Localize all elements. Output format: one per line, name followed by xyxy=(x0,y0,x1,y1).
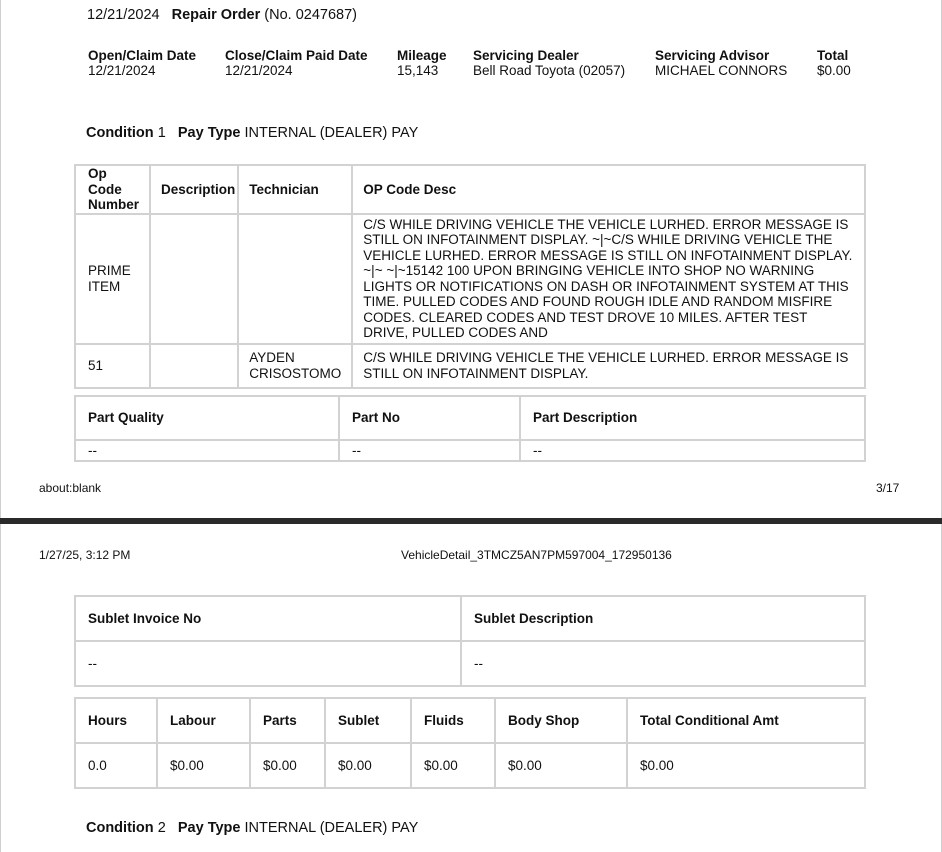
table-row xyxy=(75,214,865,344)
total-conditional-amt-header: Total Conditional Amt xyxy=(627,698,865,743)
sublet-description-cell: -- xyxy=(461,641,865,686)
print-footer-page: 3/17 xyxy=(876,481,900,495)
info-label: Mileage xyxy=(397,48,447,63)
info-label: Servicing Dealer xyxy=(473,48,579,63)
part-description-header: Part Description xyxy=(520,396,865,440)
op-code-desc-cell: C/S WHILE DRIVING VEHICLE THE VEHICLE LURHED. ERROR MESSAGE IS STILL ON INFOTAINMENT DISPLAY. ~|~C/S WHILE DRIVING VEHICLE THE VEHICLE LURHED. ERROR MESSAGE IS STILL ON INFOTAINMENT DISPLAY. ~|~ ~|~15142 100 UPON BRINGING VEHICLE INTO SHOP NO WARNING LIGHTS OR NOTIFICATIONS ON DASH OR INFOTAINMENT SYSTEM AT THIS TIME. PULLED CODES AND FOUND ROUGH IDLE AND RANDOM MISFIRE CODES. CLEARED CODES AND TEST DROVE 10 MILES. AFTER TEST DRIVE, PULLED CODES AND xyxy=(352,214,865,344)
fluids-header: Fluids xyxy=(411,698,495,743)
condition-label: Condition xyxy=(86,820,154,836)
part-table xyxy=(74,395,866,462)
sublet-invoice-header: Sublet Invoice No xyxy=(75,596,461,641)
description-cell xyxy=(150,214,238,344)
print-header-datetime: 1/27/25, 3:12 PM xyxy=(39,548,131,562)
condition-2-heading xyxy=(86,820,418,836)
info-value: Bell Road Toyota (02057) xyxy=(473,63,626,78)
info-servicing-advisor xyxy=(655,48,787,78)
condition-1-heading xyxy=(86,125,418,141)
info-label: Open/Claim Date xyxy=(88,48,197,63)
print-footer-url: about:blank xyxy=(39,481,102,495)
technician-cell: AYDEN CRISOSTOMO xyxy=(238,344,352,388)
body-shop-header: Body Shop xyxy=(495,698,627,743)
info-mileage xyxy=(397,48,447,78)
sublet-description-header: Sublet Description xyxy=(461,596,865,641)
totals-table xyxy=(74,697,866,789)
op-code-desc-cell: C/S WHILE DRIVING VEHICLE THE VEHICLE LURHED. ERROR MESSAGE IS STILL ON INFOTAINMENT DISPLAY. xyxy=(352,344,865,388)
info-label: Close/Claim Paid Date xyxy=(225,48,368,63)
repair-order-date: 12/21/2024 xyxy=(87,7,160,23)
op-code-number-header: Op Code Number xyxy=(75,165,150,214)
description-cell xyxy=(150,344,238,388)
pay-type-label: Pay Type xyxy=(177,820,241,836)
repair-order-number: (No. 0247687) xyxy=(264,7,357,23)
table-row xyxy=(75,743,865,788)
info-close-date xyxy=(225,48,368,78)
op-code-table xyxy=(74,164,866,389)
table-header-row xyxy=(75,165,865,214)
technician-cell xyxy=(238,214,352,344)
info-value: 12/21/2024 xyxy=(225,63,293,78)
part-no-cell: -- xyxy=(339,440,520,461)
sublet-cell: $0.00 xyxy=(325,743,411,788)
table-row xyxy=(75,344,865,388)
condition-number: 2 xyxy=(157,820,166,836)
pay-type-value: INTERNAL (DEALER) PAY xyxy=(244,820,419,836)
sublet-table xyxy=(74,595,866,687)
condition-label: Condition xyxy=(86,125,154,141)
hours-header: Hours xyxy=(75,698,157,743)
sublet-invoice-cell: -- xyxy=(75,641,461,686)
parts-header: Parts xyxy=(250,698,325,743)
sublet-header: Sublet xyxy=(325,698,411,743)
info-value: MICHAEL CONNORS xyxy=(655,63,788,78)
table-row xyxy=(75,440,865,461)
labour-cell: $0.00 xyxy=(157,743,250,788)
info-value: $0.00 xyxy=(817,63,851,78)
description-header: Description xyxy=(150,165,238,214)
repair-order-title: Repair Order xyxy=(171,7,261,23)
fluids-cell: $0.00 xyxy=(411,743,495,788)
part-description-cell: -- xyxy=(520,440,865,461)
table-header-row xyxy=(75,698,865,743)
info-open-date xyxy=(88,48,196,78)
repair-order-header xyxy=(87,7,357,23)
info-label: Total xyxy=(817,48,849,63)
part-no-header: Part No xyxy=(339,396,520,440)
technician-header: Technician xyxy=(238,165,352,214)
labour-header: Labour xyxy=(157,698,250,743)
body-shop-cell: $0.00 xyxy=(495,743,627,788)
table-header-row xyxy=(75,596,865,641)
table-header-row xyxy=(75,396,865,440)
print-header-title: VehicleDetail_3TMCZ5AN7PM597004_172950136 xyxy=(401,548,672,562)
parts-cell: $0.00 xyxy=(250,743,325,788)
info-servicing-dealer xyxy=(473,48,625,78)
pay-type-label: Pay Type xyxy=(177,125,241,141)
total-conditional-amt-cell: $0.00 xyxy=(627,743,865,788)
table-row xyxy=(75,641,865,686)
part-quality-header: Part Quality xyxy=(75,396,339,440)
info-value: 12/21/2024 xyxy=(88,63,156,78)
pay-type-value: INTERNAL (DEALER) PAY xyxy=(244,125,419,141)
op-code-cell: 51 xyxy=(75,344,150,388)
info-label: Servicing Advisor xyxy=(655,48,770,63)
op-code-cell: PRIME ITEM xyxy=(75,214,150,344)
part-quality-cell: -- xyxy=(75,440,339,461)
info-total xyxy=(817,48,851,78)
document-page-4 xyxy=(0,524,942,852)
hours-cell: 0.0 xyxy=(75,743,157,788)
op-code-desc-header: OP Code Desc xyxy=(352,165,865,214)
condition-number: 1 xyxy=(157,125,166,141)
info-value: 15,143 xyxy=(397,63,439,78)
